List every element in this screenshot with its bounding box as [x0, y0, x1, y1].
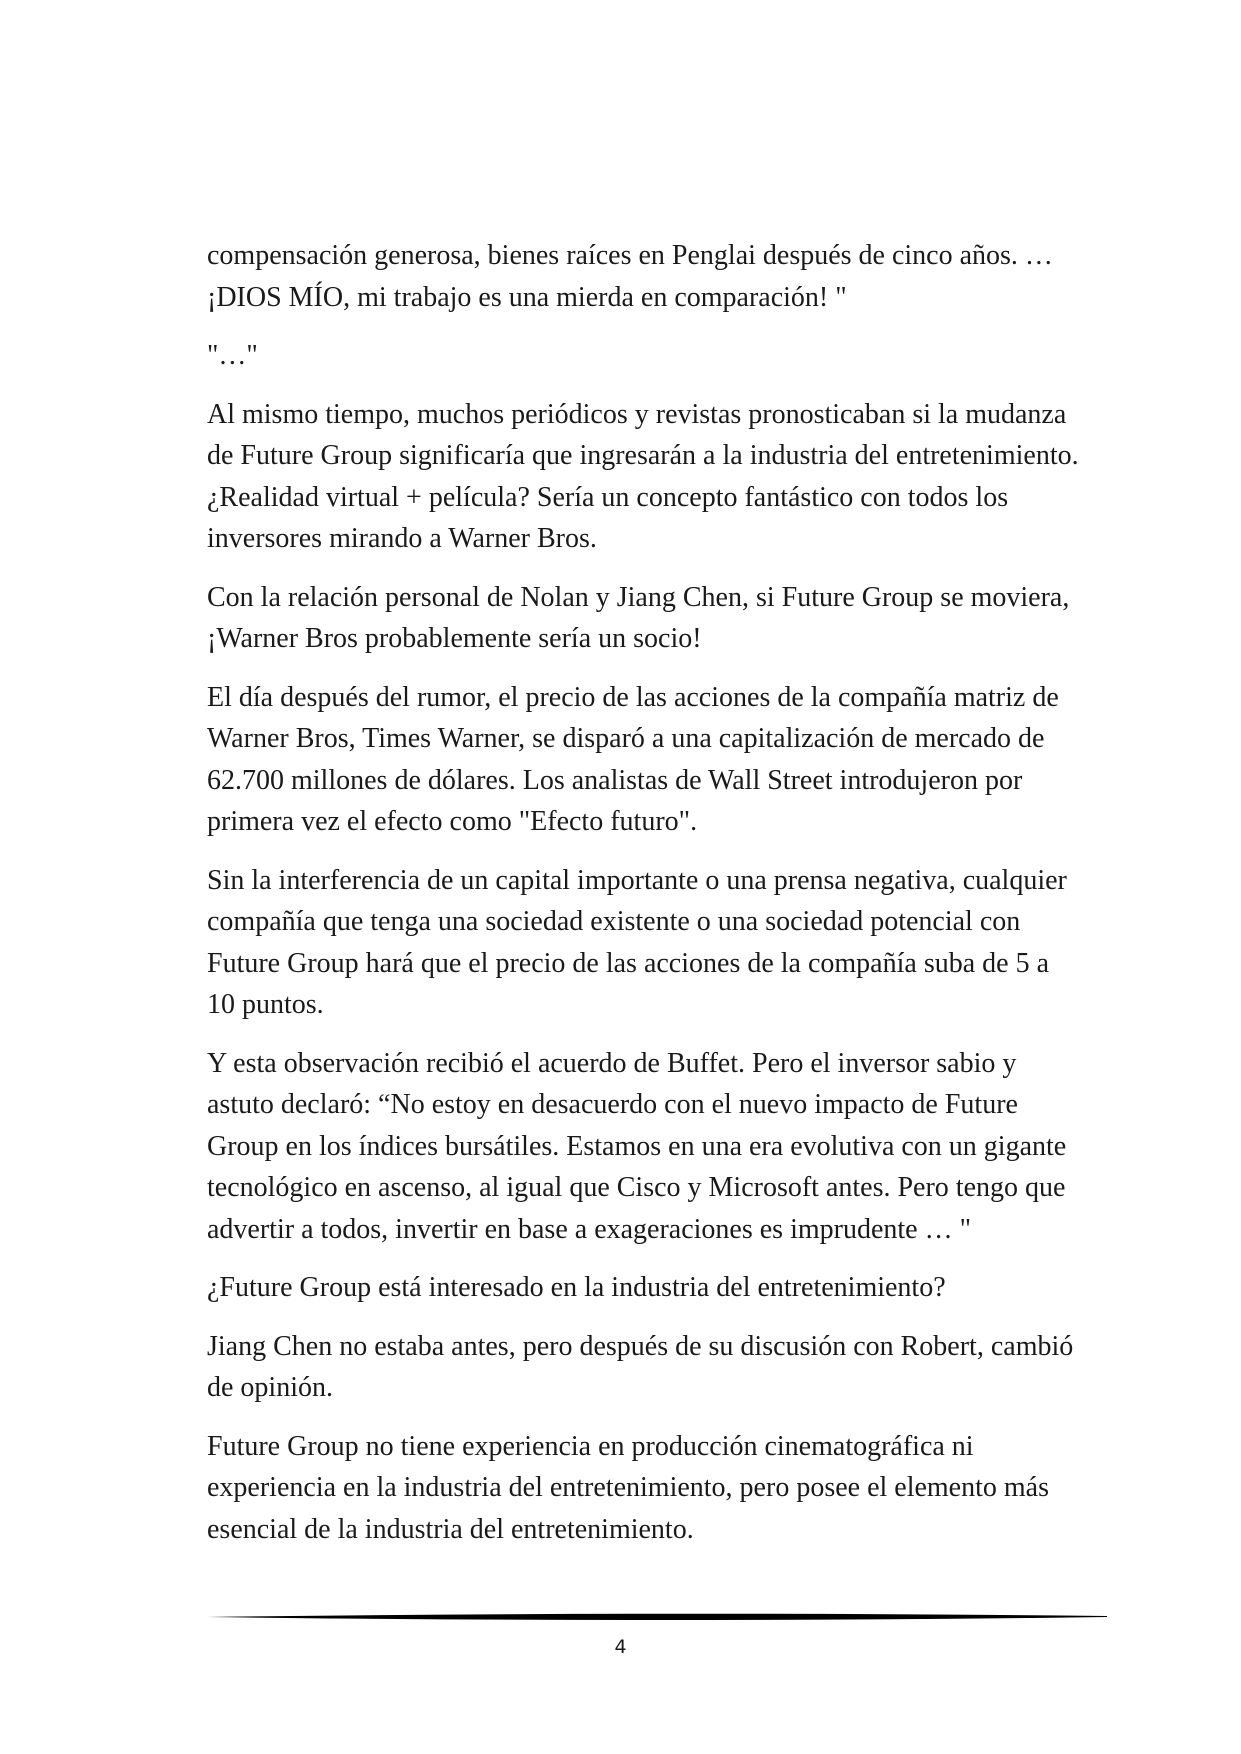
- paragraph: Future Group no tiene experiencia en producción cinematográfica ni experiencia en la industria del entretenimiento, pero posee el elemento más esencial de la industria del entretenimiento.: [207, 1430, 1049, 1545]
- paragraph: El día después del rumor, el precio de las acciones de la compañía matriz de Warner Bros, Times Warner, se disparó a una capitalización de mercado de 62.700 millones de dólares. Los analistas de Wall Street introdujeron por primera vez el efecto como "Efecto futuro".: [207, 681, 1059, 837]
- paragraph: Sin la interferencia de un capital importante o una prensa negativa, cualquier compañía que tenga una sociedad existente o una sociedad potencial con Future Group hará que el precio de las acciones de la compañía suba de 5 a 10 puntos.: [207, 864, 1067, 1020]
- footer-divider: [207, 1612, 1107, 1622]
- paragraph: Y esta observación recibió el acuerdo de Buffet. Pero el inversor sabio y astuto declaró: “No estoy en desacuerdo con el nuevo impacto de Future Group en los índices bursátiles. Estamos en una era evolutiva con un gigante tecnológico en ascenso, al igual que Cisco y Microsoft antes. Pero tengo que advertir a todos, invertir en base a exageraciones es imprudente … ": [207, 1047, 1067, 1245]
- paragraph: Con la relación personal de Nolan y Jiang Chen, si Future Group se moviera, ¡Warner Bros probablemente sería un socio!: [207, 581, 1070, 654]
- body-text: [207, 235, 1079, 1567]
- paragraph: compensación generosa, bienes raíces en Penglai después de cinco años. … ¡DIOS MÍO, mi trabajo es una mierda en comparación! ": [207, 240, 1053, 313]
- paragraph: Jiang Chen no estaba antes, pero después de su discusión con Robert, cambió de opinión.: [207, 1330, 1074, 1403]
- page-number: 4: [614, 1636, 627, 1658]
- paragraph: ¿Future Group está interesado en la industria del entretenimiento?: [207, 1272, 946, 1303]
- paragraph: "…": [207, 340, 258, 371]
- paragraph: Al mismo tiempo, muchos periódicos y revistas pronosticaban si la mudanza de Future Group significaría que ingresarán a la industria del entretenimiento. ¿Realidad virtual + película? Sería un concepto fantástico con todos los inversores mirando a Warner Bros.: [207, 398, 1079, 554]
